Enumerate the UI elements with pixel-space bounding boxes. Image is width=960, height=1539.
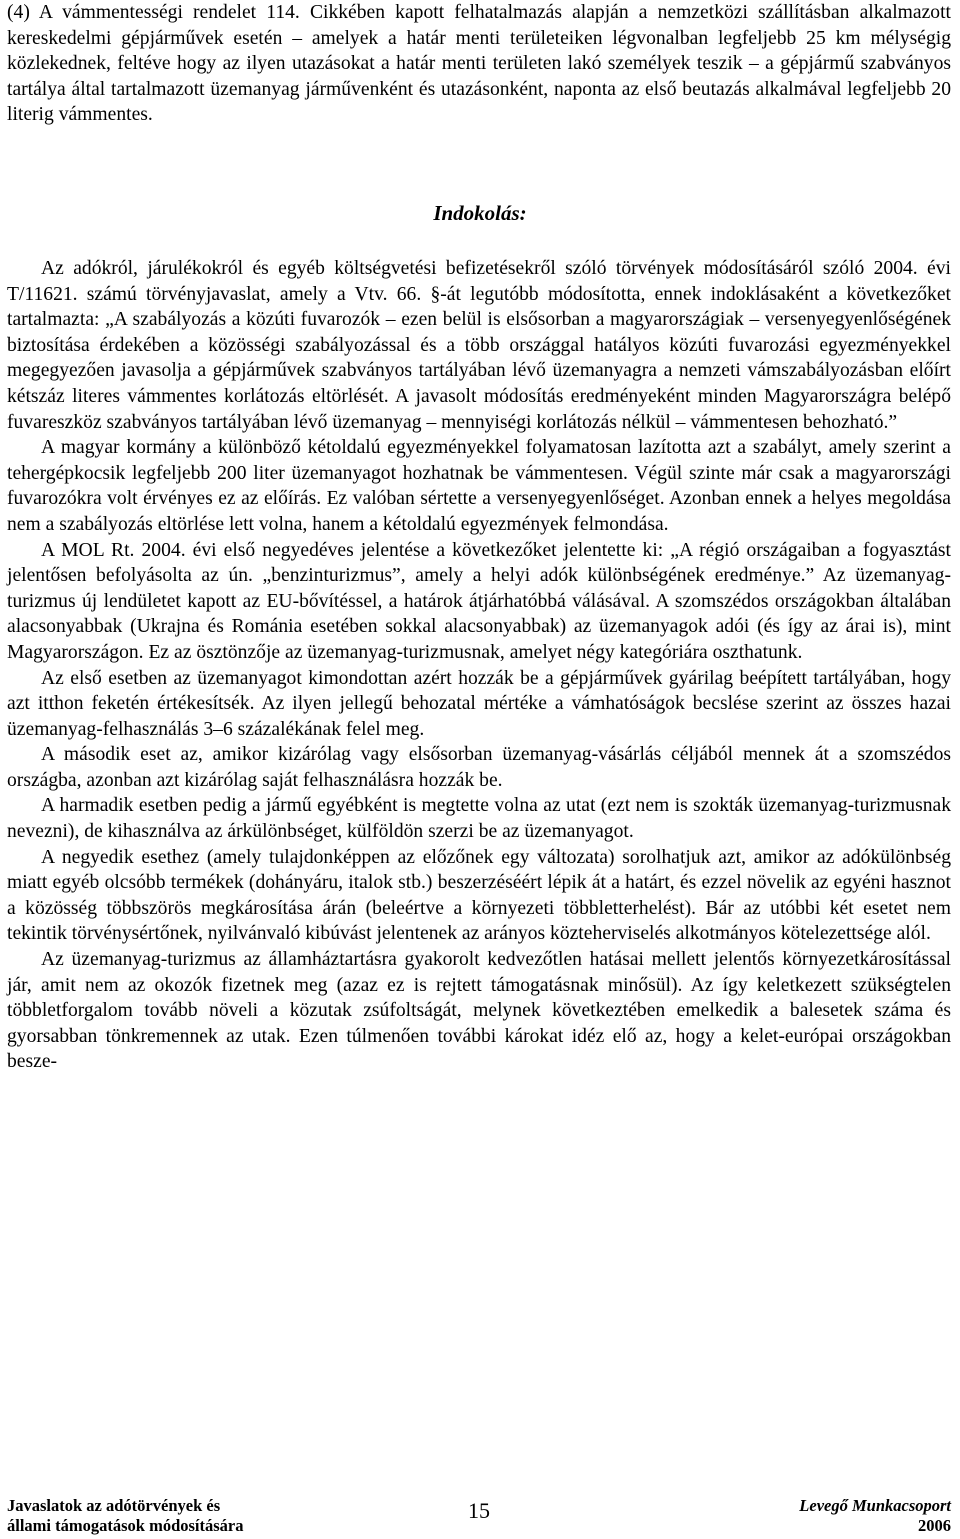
- paragraph: A magyar kormány a különböző kétoldalú egyezményekkel folyamatosan lazította azt a szabályt, amely szerint a tehergépkocsik legfeljebb 200 liter üzemanyagot hozhatnak be vámmentesen. Végül szinte már csak a magyarországi fuvarozókra volt érvényes ez az előírás. Ez valóban sértette a versenyegyenlőséget. Azonban ennek a helyes megoldása nem a szabályozás eltörlése lett volna, hanem a kétoldalú egyezmények felmondása.: [7, 437, 951, 535]
- footer-organization: [799, 1496, 951, 1536]
- paragraph: A MOL Rt. 2004. évi első negyedéves jelentése a következőket jelentette ki: „A régió országaiban a fogyasztást jelentősen befolyásolta az ún. „benzinturizmus”, amely a helyi adók különbségének eredménye.” Az üzemanyag-turizmus új lendületet kapott az EU-bővítéssel, a határok átjárhatóbbá válásával. A szomszédos országokban általában alacsonyabbak (Ukrajna és Románia esetében sokkal alacsonyabbak) az üzemanyagok adói (és így az árai is), mint Magyarországon. Ez az ösztönzője az üzemanyag-turizmusnak, amelyet négy kategóriára oszthatunk.: [7, 539, 951, 663]
- footer-title-line: állami támogatások módosítására: [7, 1516, 244, 1535]
- paragraph: Az adókról, járulékokról és egyéb költségvetési befizetésekről szóló törvények módosításáról szóló 2004. évi T/11621. számú törvényjavaslat, amely a Vtv. 66. §-át legutóbb módosította, ennek indoklásaként a következőket tartalmazta: „A szabályozás a közúti fuvarozók – ezen belül is elsősorban a magyarországiak – versenyegyenlőségének biztosítása érdekében a közösségi szabályozással és a több országgal hatályos közúti fuvarozási egyezményekkel megegyezően javasolja a gépjárművek szabványos tartályában lévő üzemanyagra a nemzeti vámszabályozásban előírt kétszáz literes vámmentes korlátozás eltörlését. A javasolt módosítás eredményeként minden Magyarországra belépő fuvareszköz szabványos tartályában lévő üzemanyag – mennyiségi korlátozás nélkül – vámmentesen behozható.”: [7, 258, 951, 433]
- paragraph: A negyedik esethez (amely tulajdonképpen az előzőnek egy változata) sorolhatjuk azt, amikor az adókülönbség miatt egyéb olcsóbb termékek (dohányáru, italok stb.) beszerzéséért lépik át a határt, és ezzel növelik az egyéni hasznot a közösség többszörös megkárosítása árán (beleértve a környezeti többletterhelést). Bár az utóbbi két esetet nem tekintik törvénysértőnek, nyilvánvaló kibúvást jelentenek az arányos közteherviselés alkotmányos kötelezettsége alól.: [7, 846, 951, 945]
- paragraph: A harmadik esetben pedig a jármű egyébként is megtette volna az utat (ezt nem is szokták üzemanyag-turizmusnak nevezni), de kihasználva az árkülönbséget, külföldön szerzi be az üzemanyagot.: [7, 795, 951, 843]
- paragraph: A második eset az, amikor kizárólag vagy elsősorban üzemanyag-vásárlás céljából mennek át a szomszédos országba, azonban azt kizárólag saját felhasználásra hozzák be.: [7, 744, 951, 791]
- footer-title-line: Javaslatok az adótörvények és: [7, 1496, 221, 1515]
- footer-year: 2006: [918, 1516, 951, 1535]
- body-text: [7, 256, 951, 1075]
- page-number: 15: [468, 1498, 490, 1523]
- top-section: [7, 0, 951, 128]
- paragraph-customs-regulation: (4) A vámmentességi rendelet 114. Cikkében kapott felhatalmazás alapján a nemzetközi szállításban alkalmazott kereskedelmi gépjárművek esetén – amelyek a határ menti területeiken légvonalban legfeljebb 25 km mélységig közlekednek, feltéve hogy az ilyen utazásokat a határ menti területen lakó személyek teszik – a gépjármű szabványos tartálya által tartalmazott üzemanyag járművenként és utazásonként, naponta az első beutazás alkalmával legfeljebb 20 literig vámmentes.: [7, 2, 951, 126]
- paragraph: Az első esetben az üzemanyagot kimondottan azért hozzák be a gépjárművek gyárilag beépített tartályában, hogy azt itthon feketén értékesítsék. Az ilyen jellegű behozatal mértéke a vámhatóságok becslése szerint az összes hazai üzemanyag-felhasználás 3–6 százalékának felel meg.: [7, 667, 951, 740]
- paragraph: Az üzemanyag-turizmus az államháztartásra gyakorolt kedvezőtlen hatásai mellett jelentős környezetkárosítással jár, amit nem az okozók fizetnek meg (azaz ez is rejtett támogatásnak minősül). Az így keletkezett szükségtelen többletforgalom tovább növeli a közutak zsúfoltságát, melynek következtében emelkedik a balesetek száma és gyorsabban tönkremennek az utak. Ezen túlmenően további károkat idéz elő az, hogy a kelet-európai országokban besze-: [7, 949, 951, 1073]
- footer-org-name: Levegő Munkacsoport: [799, 1496, 951, 1515]
- page-footer: [7, 1496, 951, 1536]
- section-heading: Indokolás:: [433, 201, 527, 225]
